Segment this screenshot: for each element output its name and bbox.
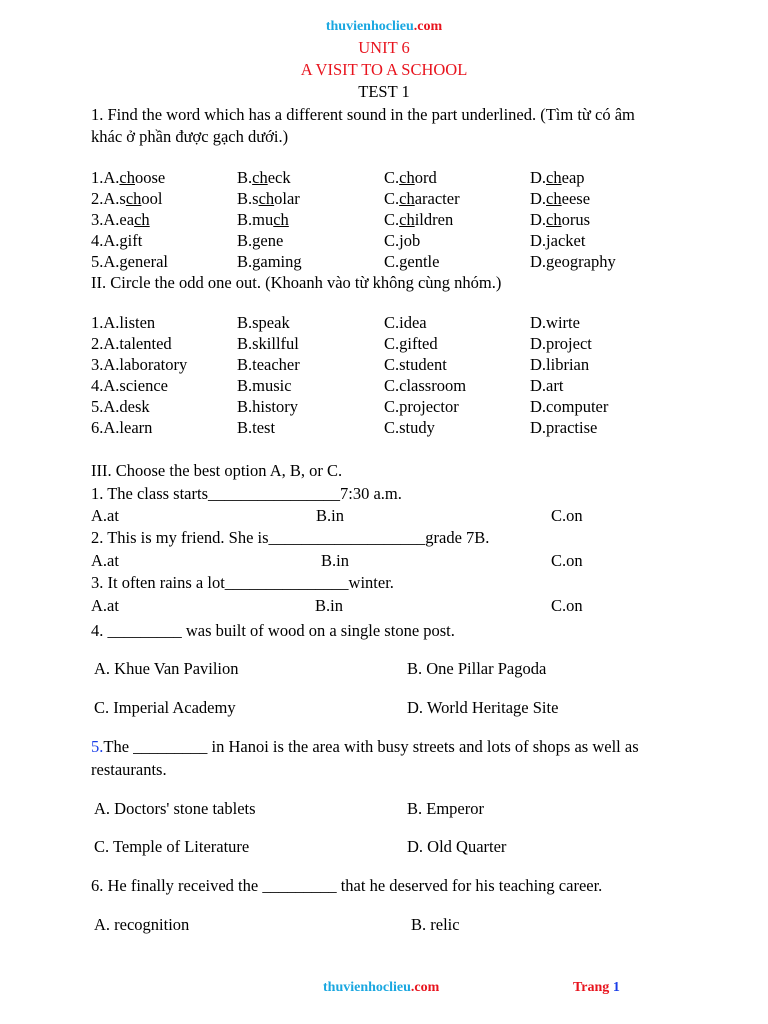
- odd-one-out-option: C.projector: [384, 397, 459, 416]
- odd-one-out-option: B.test: [237, 418, 276, 437]
- q1-option-c: C.on: [551, 506, 583, 525]
- option-underlined: ch: [399, 168, 415, 187]
- option-underlined: g: [546, 252, 555, 271]
- option-post: ene: [260, 231, 284, 250]
- footer-brand: [323, 980, 439, 996]
- pronunciation-option: [384, 168, 437, 188]
- option-prefix: 2.A.: [91, 189, 120, 208]
- option-post: eography: [554, 252, 616, 271]
- q4-option-a: A. Khue Van Pavilion: [94, 659, 239, 678]
- pronunciation-option: [384, 252, 439, 272]
- option-underlined: ch: [399, 210, 415, 229]
- option-underlined: j: [546, 231, 551, 250]
- pronunciation-option: [91, 189, 163, 209]
- option-underlined: g: [252, 231, 261, 250]
- odd-one-out-option: D.computer: [530, 397, 609, 416]
- option-post: orus: [561, 210, 591, 229]
- odd-one-out-option: B.skillful: [237, 334, 299, 353]
- question-5-line1: [91, 737, 639, 757]
- odd-one-out-option: B.teacher: [237, 355, 300, 374]
- option-post: eap: [561, 168, 585, 187]
- odd-one-out-option: B.history: [237, 397, 298, 416]
- option-post: ildren: [414, 210, 454, 229]
- option-post: acket: [550, 231, 586, 250]
- odd-one-out-option: 1.A.listen: [91, 313, 156, 332]
- brand-name: thuvienhoclieu: [325, 19, 414, 34]
- q4-option-d: D. World Heritage Site: [407, 698, 559, 717]
- option-prefix: B.: [237, 210, 253, 229]
- odd-one-out-option: C.study: [384, 418, 435, 437]
- option-prefix: C.: [384, 231, 400, 250]
- q6-option-a: A. recognition: [94, 915, 190, 934]
- q2-option-b: B.in: [321, 551, 349, 570]
- footer-brand-domain: .com: [410, 980, 440, 995]
- option-prefix: D.: [530, 231, 547, 250]
- question-1: 1. The class starts________________7:30 a.m.: [91, 484, 402, 503]
- odd-one-out-option: C.student: [384, 355, 447, 374]
- odd-one-out-option: D.project: [530, 334, 592, 353]
- q4-option-b: B. One Pillar Pagoda: [407, 659, 547, 678]
- option-prefix: 5.A.: [91, 252, 120, 271]
- option-post: aming: [260, 252, 302, 271]
- odd-one-out-option: 6.A.learn: [91, 418, 153, 437]
- option-pre: s: [252, 189, 259, 208]
- option-underlined: ch: [546, 189, 562, 208]
- option-post: entle: [407, 252, 440, 271]
- option-post: eese: [561, 189, 591, 208]
- unit-title: UNIT 6: [358, 38, 410, 57]
- option-prefix: B.: [237, 189, 253, 208]
- option-post: aracter: [414, 189, 460, 208]
- option-underlined: ch: [258, 189, 275, 208]
- question-6: 6. He finally received the _________ that he deserved for his teaching career.: [91, 876, 603, 895]
- option-post: ord: [414, 168, 437, 187]
- option-underlined: ch: [119, 168, 135, 187]
- q5-option-c: C. Temple of Literature: [94, 837, 250, 856]
- section2-instruction: II. Circle the odd one out. (Khoanh vào từ không cùng nhóm.): [91, 273, 502, 292]
- option-underlined: ch: [252, 168, 268, 187]
- pronunciation-option: [237, 168, 291, 188]
- option-prefix: B.: [237, 231, 253, 250]
- section1-instruction-line1: 1. Find the word which has a different sound in the part underlined. (Tìm từ có âm: [91, 105, 635, 124]
- option-prefix: 3.A.: [91, 210, 120, 229]
- page-number-value: 1: [612, 980, 620, 995]
- footer-brand-name: thuvienhoclieu: [323, 980, 411, 995]
- option-prefix: C.: [384, 252, 400, 271]
- option-underlined: g: [252, 252, 261, 271]
- option-post: olar: [274, 189, 300, 208]
- odd-one-out-option: C.gifted: [384, 334, 438, 353]
- option-underlined: j: [399, 231, 404, 250]
- test-title: TEST 1: [358, 82, 410, 101]
- pronunciation-option: [237, 210, 289, 230]
- option-underlined: ch: [399, 189, 415, 208]
- page-label: Trang: [573, 980, 610, 995]
- pronunciation-option: [384, 210, 453, 230]
- option-prefix: D.: [530, 189, 547, 208]
- odd-one-out-option: B.speak: [237, 313, 290, 332]
- q2-option-a: A.at: [91, 551, 119, 570]
- option-pre: s: [119, 189, 126, 208]
- pronunciation-option: [530, 210, 590, 230]
- option-underlined: ch: [546, 168, 562, 187]
- option-post: ift: [127, 231, 143, 250]
- q3-option-b: B.in: [315, 596, 343, 615]
- option-underlined: ch: [125, 189, 142, 208]
- option-underlined: g: [119, 252, 128, 271]
- pronunciation-option: [384, 189, 460, 209]
- odd-one-out-option: 5.A.desk: [91, 397, 150, 416]
- q2-option-c: C.on: [551, 551, 583, 570]
- odd-one-out-option: D.art: [530, 376, 564, 395]
- option-pre: mu: [252, 210, 274, 229]
- odd-one-out-option: D.practise: [530, 418, 598, 437]
- option-prefix: D.: [530, 168, 547, 187]
- option-prefix: 4.A.: [91, 231, 120, 250]
- q3-option-a: A.at: [91, 596, 119, 615]
- page-number: [573, 980, 620, 996]
- section3-instruction: III. Choose the best option A, B, or C.: [91, 461, 343, 480]
- question-5-text: The _________ in Hanoi is the area with busy streets and lots of shops as well as: [103, 737, 639, 756]
- q5-option-b: B. Emperor: [407, 799, 484, 818]
- q4-option-c: C. Imperial Academy: [94, 698, 236, 717]
- question-3: 3. It often rains a lot_______________winter.: [91, 573, 394, 592]
- option-prefix: D.: [530, 252, 547, 271]
- section1-instruction-line2: khác ở phần được gạch dưới.): [91, 127, 289, 146]
- odd-one-out-option: B.music: [237, 376, 292, 395]
- option-post: eneral: [127, 252, 168, 271]
- pronunciation-option: [91, 252, 168, 272]
- q5-option-a: A. Doctors' stone tablets: [94, 799, 256, 818]
- odd-one-out-option: 2.A.talented: [91, 334, 172, 353]
- option-prefix: 1.A.: [91, 168, 120, 187]
- question-5-number: 5.: [91, 737, 104, 756]
- option-post: ob: [403, 231, 421, 250]
- pronunciation-option: [530, 231, 585, 251]
- option-underlined: ch: [273, 210, 289, 229]
- q1-option-b: B.in: [316, 506, 344, 525]
- option-prefix: C.: [384, 210, 400, 229]
- odd-one-out-option: 3.A.laboratory: [91, 355, 188, 374]
- question-5-line2: restaurants.: [91, 760, 167, 779]
- pronunciation-option: [384, 231, 420, 251]
- pronunciation-option: [237, 189, 300, 209]
- option-underlined: g: [119, 231, 128, 250]
- option-prefix: C.: [384, 168, 400, 187]
- option-prefix: B.: [237, 168, 253, 187]
- odd-one-out-option: 4.A.science: [91, 376, 168, 395]
- header-brand: [0, 19, 768, 35]
- pronunciation-option: [530, 189, 590, 209]
- q3-option-c: C.on: [551, 596, 583, 615]
- option-underlined: ch: [134, 210, 150, 229]
- option-prefix: D.: [530, 210, 547, 229]
- option-prefix: B.: [237, 252, 253, 271]
- pronunciation-option: [530, 252, 616, 272]
- pronunciation-option: [530, 168, 585, 188]
- option-post: ool: [141, 189, 163, 208]
- option-underlined: g: [399, 252, 408, 271]
- option-prefix: C.: [384, 189, 400, 208]
- option-underlined: ch: [546, 210, 562, 229]
- lesson-title: A VISIT TO A SCHOOL: [300, 60, 468, 79]
- pronunciation-option: [91, 168, 165, 188]
- odd-one-out-option: C.classroom: [384, 376, 467, 395]
- question-4: 4. _________ was built of wood on a single stone post.: [91, 621, 455, 640]
- footer: [0, 980, 768, 1000]
- pronunciation-option: [91, 210, 150, 230]
- q1-option-a: A.at: [91, 506, 119, 525]
- q6-option-b: B. relic: [411, 915, 460, 934]
- brand-domain: .com: [413, 19, 443, 34]
- option-pre: ea: [119, 210, 135, 229]
- pronunciation-option: [237, 252, 302, 272]
- option-post: oose: [135, 168, 166, 187]
- odd-one-out-option: D.librian: [530, 355, 590, 374]
- pronunciation-option: [91, 231, 142, 251]
- odd-one-out-option: D.wirte: [530, 313, 580, 332]
- pronunciation-option: [237, 231, 283, 251]
- q5-option-d: D. Old Quarter: [407, 837, 507, 856]
- option-post: eck: [267, 168, 291, 187]
- odd-one-out-option: C.idea: [384, 313, 427, 332]
- question-2: 2. This is my friend. She is___________________grade 7B.: [91, 528, 490, 547]
